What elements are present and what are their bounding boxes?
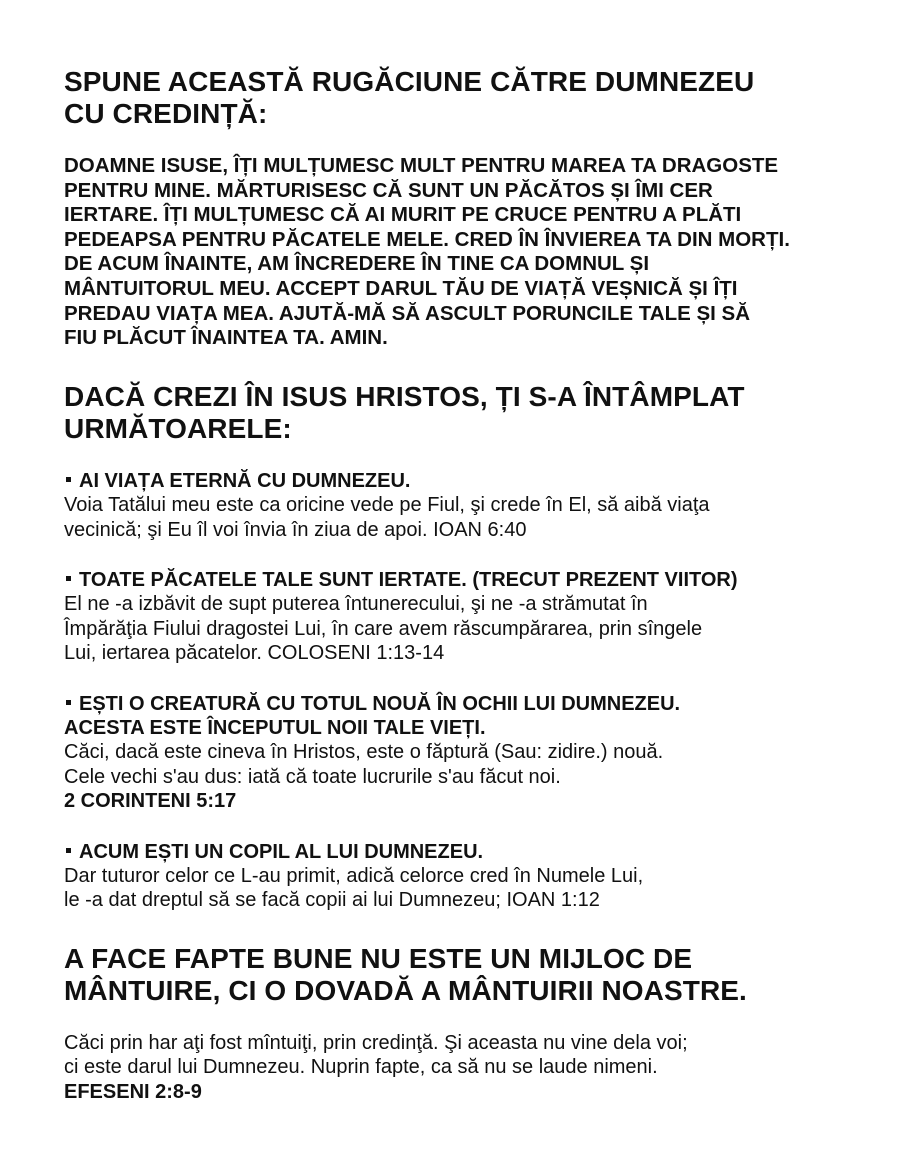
bullet-title (64, 469, 864, 493)
benefits-heading (64, 381, 864, 445)
bullet-marker-icon (66, 576, 71, 581)
bullet-title-text: EȘTI O CREATURĂ CU TOTUL NOUĂ ÎN OCHII LUI DUMNEZEU. (79, 692, 681, 715)
prayer-line: DE ACUM ÎNAINTE, AM ÎNCREDERE ÎN TINE CA DOMNUL ȘI (64, 252, 650, 276)
verse-line: Cele vechi s'au dus: iată că toate lucrurile s'au făcut noi. (64, 765, 561, 788)
heading-line: URMĂTOARELE: (64, 412, 292, 444)
prayer-line: FIU PLĂCUT ÎNAINTEA TA. AMIN. (64, 326, 388, 350)
final-verse (64, 1031, 864, 1105)
bullet-title (64, 840, 864, 864)
bullet-title (64, 568, 864, 592)
bullet-sins-forgiven (64, 568, 864, 666)
bullet-title-text: TOATE PĂCATELE TALE SUNT IERTATE. (TRECUT PREZENT VIITOR) (79, 568, 738, 591)
document-body (64, 66, 864, 1105)
verse-reference: 2 CORINTENI 5:17 (64, 790, 237, 813)
bullet-title (64, 692, 864, 716)
prayer-line: PENTRU MINE. MĂRTURISESC CĂ SUNT UN PĂCĂTOS ȘI ÎMI CER (64, 178, 713, 202)
good-works-heading (64, 943, 864, 1007)
verse-line: Căci prin har aţi fost mîntuiţi, prin credinţă. Şi aceasta nu vine dela voi; (64, 1031, 688, 1054)
prayer-heading (64, 66, 864, 130)
verse-line: Voia Tatălui meu este ca oricine vede pe Fiul, şi crede în El, să aibă viaţa (64, 494, 710, 517)
bullet-marker-icon (66, 700, 71, 705)
heading-line: A FACE FAPTE BUNE NU ESTE UN MIJLOC DE (64, 942, 693, 974)
bullet-eternal-life (64, 469, 864, 542)
bullet-marker-icon (66, 848, 71, 853)
bullet-marker-icon (66, 477, 71, 482)
prayer-text (64, 154, 864, 351)
verse-reference: EFESENI 2:8-9 (64, 1081, 202, 1104)
prayer-line: DOAMNE ISUSE, ÎȚI MULȚUMESC MULT PENTRU MAREA TA DRAGOSTE (64, 154, 779, 177)
verse-line: Împărăţia Fiului dragostei Lui, în care avem răscumpărarea, prin sîngele (64, 617, 703, 640)
bullet-new-creature (64, 692, 864, 814)
bullet-title-text: AI VIAȚA ETERNĂ CU DUMNEZEU. (79, 469, 411, 492)
prayer-line: PEDEAPSA PENTRU PĂCATELE MELE. CRED ÎN ÎNVIEREA TA DIN MORȚI. (64, 227, 790, 251)
verse-line: vecinică; şi Eu îl voi învia în ziua de apoi. IOAN 6:40 (64, 518, 527, 541)
bullet-child-of-god (64, 840, 864, 913)
prayer-line: MÂNTUITORUL MEU. ACCEPT DARUL TĂU DE VIAȚĂ VEȘNICĂ ȘI ÎȚI (64, 276, 738, 300)
verse-line: le -a dat dreptul să se facă copii ai lui Dumnezeu; IOAN 1:12 (64, 889, 600, 912)
heading-line: SPUNE ACEASTĂ RUGĂCIUNE CĂTRE DUMNEZEU (64, 66, 755, 97)
verse-line: ci este darul lui Dumnezeu. Nuprin fapte, ca să nu se laude nimeni. (64, 1056, 658, 1079)
verse-line: Dar tuturor celor ce L-au primit, adică celorce cred în Numele Lui, (64, 865, 644, 888)
verse-line: Lui, iertarea păcatelor. COLOSENI 1:13-14 (64, 642, 445, 665)
prayer-line: PREDAU VIAȚA MEA. AJUTĂ-MĂ SĂ ASCULT PORUNCILE TALE ȘI SĂ (64, 301, 750, 325)
bullet-title-continued: ACESTA ESTE ÎNCEPUTUL NOII TALE VIEȚI. (64, 717, 486, 739)
verse-line: Căci, dacă este cineva în Hristos, este o făptură (Sau: zidire.) nouă. (64, 741, 664, 764)
verse-line: El ne -a izbăvit de supt puterea întunerecului, şi ne -a strămutat în (64, 593, 648, 616)
heading-line: MÂNTUIRE, CI O DOVADĂ A MÂNTUIRII NOASTRE. (64, 974, 747, 1006)
heading-line: DACĂ CREZI ÎN ISUS HRISTOS, ȚI S-A ÎNTÂMPLAT (64, 380, 745, 412)
bullet-title-text: ACUM EȘTI UN COPIL AL LUI DUMNEZEU. (79, 840, 484, 863)
heading-line: CU CREDINȚĂ: (64, 98, 268, 129)
prayer-line: IERTARE. ÎȚI MULȚUMESC CĂ AI MURIT PE CRUCE PENTRU A PLĂTI (64, 203, 742, 227)
